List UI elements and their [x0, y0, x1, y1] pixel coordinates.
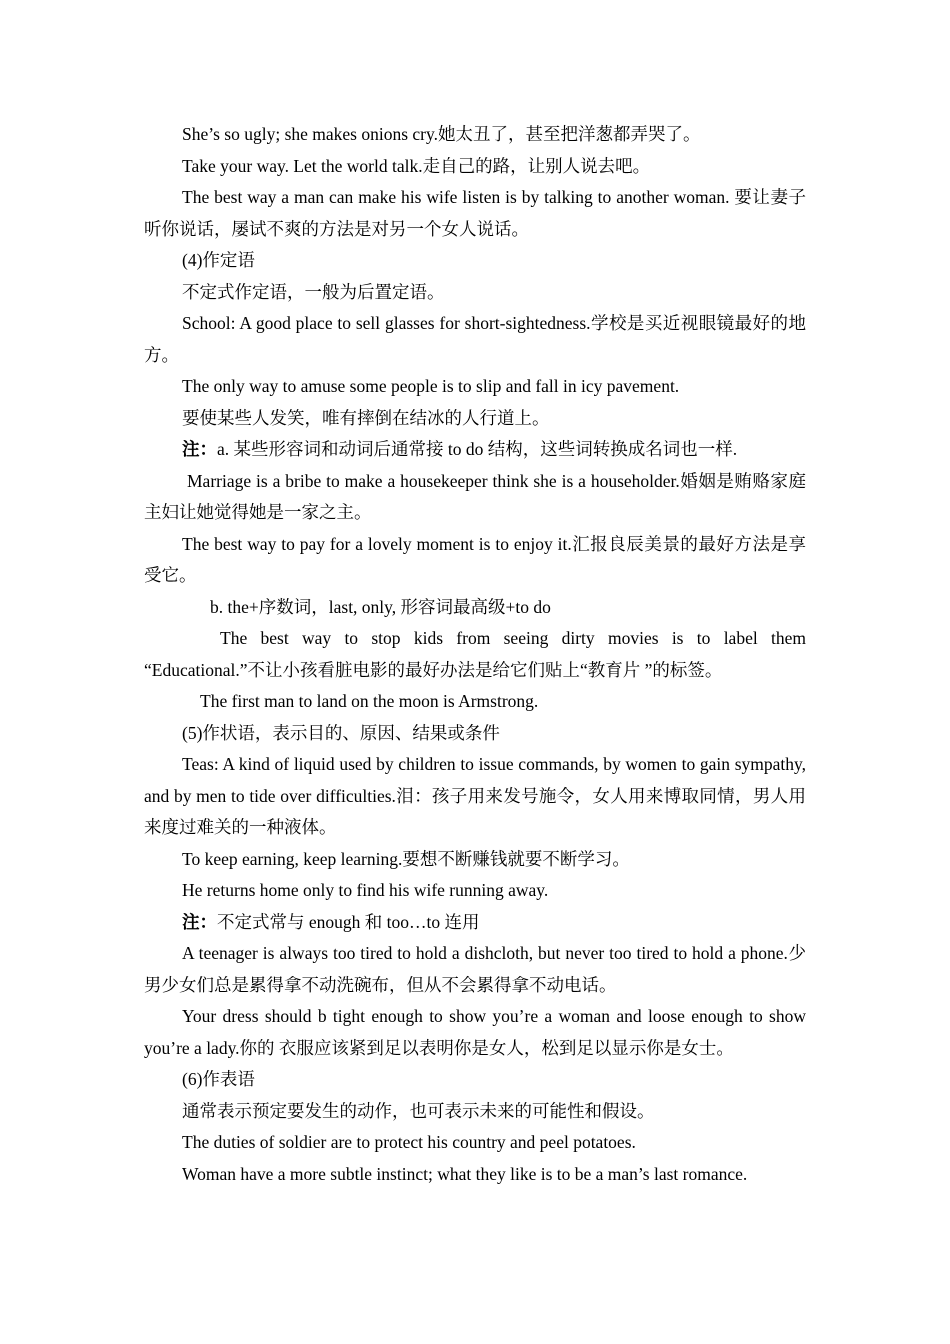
- note-label: 注：: [182, 911, 217, 932]
- note-text: a. 某些形容词和动词后通常接 to do 结构，这些词转换成名词也一样.: [217, 439, 738, 459]
- example-sentence: A teenager is always too tired to hold a dishcloth, but never too tired to hold a phone.少男少女们总是累得拿不动洗碗布，但从不会累得拿不动电话。: [144, 943, 806, 995]
- example-sentence: The best way a man can make his wife listen is by talking to another woman. 要让妻子听你说话，屡试不爽的方法是对另一个女人说话。: [144, 187, 806, 239]
- translation-line: 要使某些人发笑，唯有摔倒在结冰的人行道上。: [182, 407, 550, 428]
- example-sentence: The best way to pay for a lovely moment is to enjoy it.汇报良辰美景的最好方法是享受它。: [144, 533, 806, 585]
- rule-text: 不定式作定语，一般为后置定语。: [182, 281, 445, 302]
- example-sentence: Your dress should b tight enough to show you’re a woman and loose enough to show you’re a lady.你的 衣服应该紧到足以表明你是女人，松到足以显示你是女士。: [144, 1006, 806, 1058]
- example-sentence: The only way to amuse some people is to slip and fall in icy pavement.: [182, 376, 680, 396]
- example-sentence: Take your way. Let the world talk.走自己的路，让别人说去吧。: [182, 155, 651, 176]
- example-sentence: Woman have a more subtle instinct; what they like is to be a man’s last romance.: [182, 1163, 748, 1184]
- example-sentence: The first man to land on the moon is Armstrong.: [200, 691, 539, 711]
- note-line: [144, 907, 806, 939]
- note-label: 注：: [182, 439, 217, 459]
- example-sentence: He returns home only to find his wife running away.: [182, 880, 549, 900]
- sub-rule: b. the+序数词，last, only, 形容词最高级+to do: [210, 596, 551, 617]
- note-text: 不定式常与 enough 和 too…to 连用: [217, 911, 480, 932]
- section-heading: (5)作状语，表示目的、原因、结果或条件: [182, 722, 500, 743]
- note-line: [144, 434, 806, 466]
- example-sentence: Marriage is a bribe to make a housekeeper think she is a householder.婚姻是贿赂家庭主妇让她觉得她是一家之主。: [144, 470, 806, 522]
- section-heading: (6)作表语: [182, 1069, 255, 1089]
- rule-text: 通常表示预定要发生的动作，也可表示未来的可能性和假设。: [182, 1100, 655, 1121]
- example-sentence: To keep earning, keep learning.要想不断赚钱就要不断学习。: [182, 848, 630, 869]
- example-sentence: School: A good place to sell glasses for short-sightedness.学校是买近视眼镜最好的地方。: [144, 313, 806, 365]
- example-sentence: She’s so ugly; she makes onions cry.她太丑了，甚至把洋葱都弄哭了。: [182, 124, 701, 144]
- document-page: [144, 119, 806, 1190]
- example-sentence: The best way to stop kids from seeing dirty movies is to label them “Educational.”不让小孩看脏电影的最好办法是给它们贴上“教育片 ”的标签。: [144, 628, 806, 680]
- example-sentence: Teas: A kind of liquid used by children to issue commands, by women to gain sympathy, and by men to tide over difficulties.泪：孩子用来发号施令，女人用来博取同情，男人用来度过难关的一种液体。: [144, 754, 806, 837]
- section-heading: (4)作定语: [182, 250, 255, 270]
- example-sentence: The duties of soldier are to protect his country and peel potatoes.: [182, 1132, 636, 1152]
